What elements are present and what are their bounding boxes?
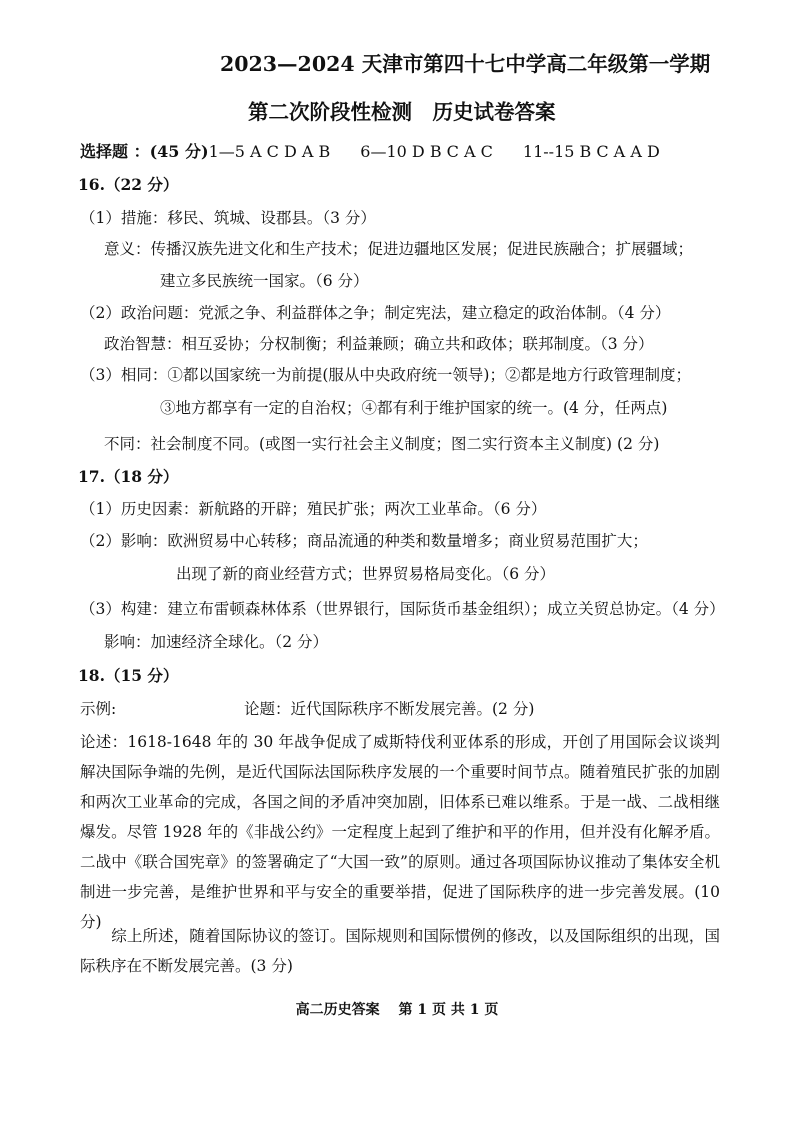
title-line-2: 第二次阶段性检测 历史试卷答案 xyxy=(248,100,556,124)
q17-line-3: 出现了新的商业经营方式；世界贸易格局变化。（6 分） xyxy=(176,565,556,583)
q17-line-2: （2）影响：欧洲贸易中心转移；商品流通的种类和数量增多；商业贸易范围扩大； xyxy=(80,532,648,550)
q18-thesis: 论题：近代国际秩序不断发展完善。(2 分) xyxy=(244,700,535,718)
mc-group-3: 11--15 B C A A D xyxy=(522,142,660,161)
q16-line-2: 意义：传播汉族先进文化和生产技术；促进边疆地区发展；促进民族融合；扩展疆域； xyxy=(104,240,694,258)
q18-argument: 论述：1618-1648 年的 30 年战争促成了威斯特伐利亚体系的形成，开创了用国际会议谈判解决国际争端的先例，是近代国际法国际秩序发展的一个重要时间节点。随着殖民扩张的加剧和两次工业革命的完成，各国之间的矛盾冲突加剧，旧体系已难以维系。于是一战、二战相继爆发。尽管 1928 年的《非战公约》一定程度上起到了维护和平的作用，但并没有化解矛盾。二战中《联合国宪章》的签署确定了“大国一致”的原则。通过各项国际协议推动了集体安全机制进一步完善，是维护世界和平与安全的重要举措，促进了国际秩序的进一步完善发展。(10 分) xyxy=(80,733,720,931)
multiple-choice-answers xyxy=(80,141,660,163)
q17-line-1: （1）历史因素：新航路的开辟；殖民扩张；两次工业革命。（6 分） xyxy=(80,500,547,518)
q18-header: 18.（15 分） xyxy=(78,666,179,685)
q16-line-4: （2）政治问题：党派之争、利益群体之争；制定宪法，建立稳定的政治体制。（4 分） xyxy=(80,304,671,322)
q16-line-6: （3）相同：①都以国家统一为前提(服从中央政府统一领导)；②都是地方行政管理制度； xyxy=(80,366,691,384)
q16-line-3: 建立多民族统一国家。（6 分） xyxy=(160,272,369,290)
mc-group-2: 6—10 D B C A C xyxy=(360,142,493,161)
q17-line-5: 影响：加速经济全球化。（2 分） xyxy=(104,633,329,651)
q16-line-5: 政治智慧：相互妥协；分权制衡；利益兼顾；确立共和政体；联邦制度。（3 分） xyxy=(104,335,654,353)
q16-line-7: ③地方都享有一定的自治权；④都有利于维护国家的统一。(4 分，任两点) xyxy=(160,399,668,417)
q18-conclusion: 综上所述，随着国际协议的签订。国际规则和国际惯例的修改，以及国际组织的出现，国际秩序在不断发展完善。(3 分) xyxy=(80,927,720,975)
q16-header: 16.（22 分） xyxy=(78,175,179,194)
q16-line-8: 不同：社会制度不同。(或图一实行社会主义制度；图二实行资本主义制度) (2 分) xyxy=(104,435,660,453)
mc-label: 选择题 ：(45 分) xyxy=(80,142,209,161)
q16-line-1: （1）措施：移民、筑城、设郡县。（3 分） xyxy=(80,209,376,227)
title-line-1: 2023—2024 天津市第四十七中学高二年级第一学期 xyxy=(220,52,711,76)
q17-header: 17.（18 分） xyxy=(78,467,179,486)
q18-example-label: 示例: xyxy=(80,700,117,718)
page-footer: 高二历史答案 第 1 页 共 1 页 xyxy=(295,1002,499,1018)
mc-group-1: 1—5 A C D A B xyxy=(208,142,331,161)
q17-line-4: （3）构建：建立布雷顿森林体系（世界银行，国际货币基金组织）；成立关贸总协定。（4 分） xyxy=(80,600,725,618)
